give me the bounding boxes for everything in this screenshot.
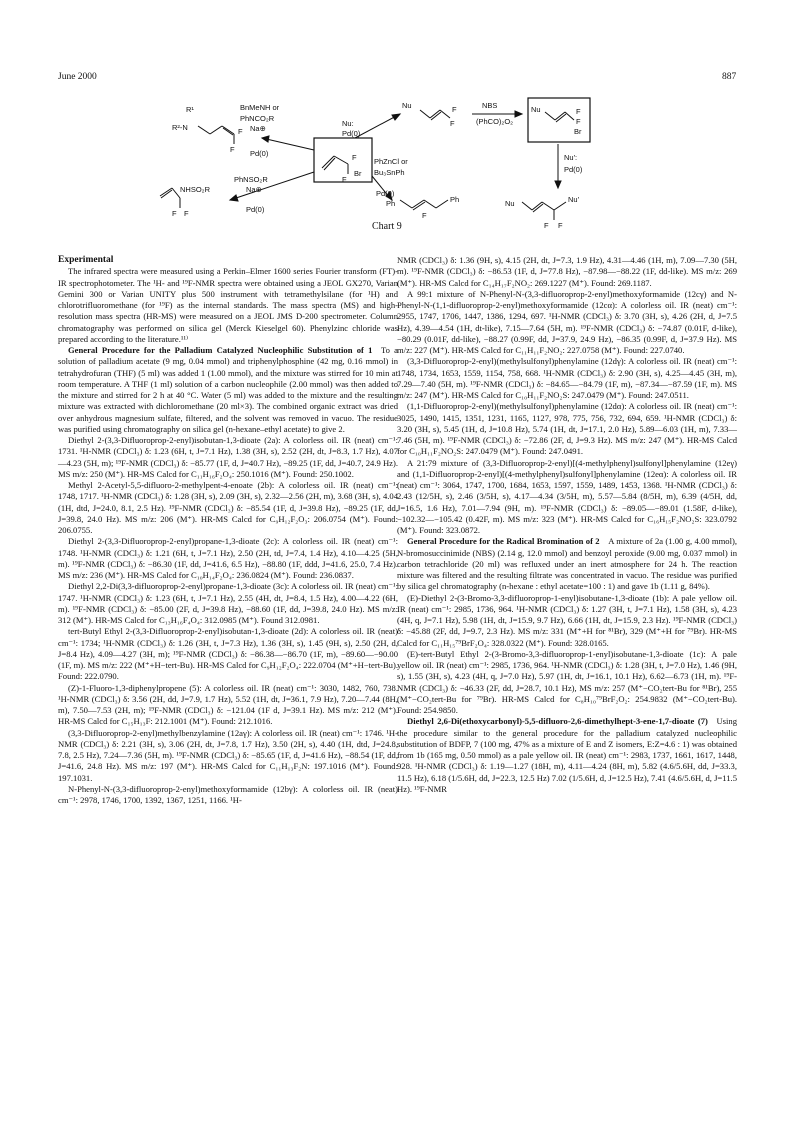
bond xyxy=(400,200,412,208)
label-reagent-bu3sn: Bu₃SnPh xyxy=(374,168,405,177)
paragraph xyxy=(397,716,737,795)
paragraph-text: A mixture of 2a (1.00 g, 4.00 mmol), N-bromosuccinimide (NBS) (2.14 g, 12.0 mmol) and benzoyl peroxide (9.00 mg, 0.037 mmol) in carbon tetrachloride (20 ml) was refluxed under an inert atmosphere for 24 h. The reaction mixture was filtered and the resulting filtrate was concentrated in vacuo. The residue was purified by silica gel chromatography (n-hexane : ethyl acetate=100 : 1) and gave 1b (1.11 g, 84%). xyxy=(397,536,737,592)
arrowhead xyxy=(262,136,269,142)
label-f: F xyxy=(450,119,455,128)
paragraph-text: (E)-Diethyl 2-(3-Bromo-3,3-difluoroprop-1-enyl)isobutane-1,3-dioate (1b): A pale yellow oil. IR (neat) cm⁻¹: 2985, 1736, 964. ¹H-NMR (CDCl₃) δ: 1.27 (3H, t, J=7.1 Hz), 1.58 (3H, s), 4.23 (4H, q, J=7.1 Hz), 5.98 (1H, dt, J=15.9, 9.7 Hz), 6.66 (1H, dt, J=15.9, 2.3 Hz). ¹⁹F-NMR (CDCl₃) δ: −45.88 (2F, dd, J=9.7, 2.3 Hz). MS m/z: 331 (M⁺+H for ⁸¹Br), 329 (M⁺+H for ⁷⁹Br). HR-MS Calcd for C₁₁H₁₅⁷⁹BrF₂O₄: 328.0322 (M⁺). Found: 328.0165. xyxy=(397,592,737,648)
paragraph xyxy=(58,581,398,626)
label-f: F xyxy=(544,221,549,230)
paragraph xyxy=(397,458,737,537)
label-f: F xyxy=(172,209,177,218)
label-reagent-na: Na⊕ xyxy=(246,185,262,194)
paragraph-text: Methyl 2-Acetyl-5,5-difluoro-2-methylpent-4-enoate (2b): A colorless oil. IR (neat) cm⁻¹: 1748, 1717. ¹H-NMR (CDCl₃) δ: 1.28 (3H, s), 2.09 (3H, s), 2.32—2.56 (2H, m), 3.68 (3H, s), 4.04 (1H, dtd, J=24.0, 8.1, 2.5 Hz). ¹⁹F-NMR (CDCl₃) δ: −85.54 (1F, d, J=39.8 Hz), −89.25 (1F, dd, J=39.8, 24.0 Hz). MS m/z: 206 (M⁺). HR-MS Calcd for C₉H₁₂F₂O₃: 206.0754 (M⁺). Found: 206.0755. xyxy=(58,480,398,535)
label-nu-prime: Nu' xyxy=(568,195,580,204)
label-reagent-pd0: Pd(0) xyxy=(376,189,395,198)
paragraph xyxy=(397,593,737,649)
arrow xyxy=(262,138,314,150)
label-f: F xyxy=(452,105,457,114)
paragraph xyxy=(58,784,398,807)
page-number: 887 xyxy=(722,72,737,82)
bond xyxy=(198,126,210,134)
label-reagent-phzn: PhZnCl or xyxy=(374,157,408,166)
section-heading: Experimental xyxy=(58,255,114,265)
label-f: F xyxy=(352,153,357,162)
label-reagent-amide: BnMeNH or xyxy=(240,103,280,112)
paragraph-text: Diethyl 2,2-Di(3,3-difluoroprop-2-enyl)propane-1,3-dioate (3c): A colorless oil. IR (neat) cm⁻¹: 1747. ¹H-NMR (CDCl₃) δ: 1.23 (6H, t, J=7.1 Hz), 2.55 (4H, dt, J=8.4, 1.5 Hz), 4.00—4.22 (6H, m). ¹⁹F-NMR (CDCl₃) δ: −85.00 (2F, d, J=39.8 Hz), −88.60 (1F, dd, J=39.8, 24.0 Hz). MS m/z: 312 (M⁺). HR-MS Calcd for C₁₃H₁₆F₄O₄: 312.0985 (M⁺). Found 312.0981. xyxy=(58,581,398,625)
label-reagent-nu-prime: Nu': xyxy=(564,153,578,162)
arrowhead xyxy=(555,181,561,188)
label-f: F xyxy=(342,175,347,184)
right-column xyxy=(397,255,737,795)
paragraph-text: Diethyl 2-(3,3-Difluoroprop-2-enyl)isobutan-1,3-dioate (2a): A colorless oil. IR (neat) cm⁻¹: 1731. ¹H-NMR (CDCl₃) δ: 1.23 (6H, t, J=7.1 Hz), 1.38 (3H, s), 2.52 (2H, dt, J=8.3, 1.7 Hz), 4.07—4.23 (5H, m); ¹⁹F-NMR (CDCl₃) δ: −85.77 (1F, d, J=40.7 Hz), −89.25 (1F, dd, J=40.7, 24.9 Hz). MS m/z: 250 (M⁺). HR-MS Calcd for C₁₁H₁₆F₂O₄: 250.1016 (M⁺). Found: 250.1002. xyxy=(58,435,398,479)
paragraph xyxy=(58,480,398,536)
paragraph xyxy=(58,345,398,435)
bond xyxy=(420,110,430,118)
bond xyxy=(223,128,233,135)
bond xyxy=(222,126,234,134)
paragraph xyxy=(397,401,737,457)
paragraph-text: To a solution of palladium acetate (9 mg, 0.04 mmol) and triphenylphosphine (42 mg, 0.16 mmol) in tetrahydrofuran (THF) (5 ml) was added 1 (1.00 mmol), and the mixture was stirred for 10 min at room temperature. A THF (1 ml) solution of a carbon nucleophile (2.00 mmol) was then added to the mixture and stirred for 2 h at 40 °C. Water (5 ml) was added to the mixture and the resulting mixture was extracted with dichloromethane (20 ml×3). The combined organic extract was dried over anhydrous magnesium sulfate, filtered, and the solvent was removed in vacuo. The residue was purified using chromatography on silica gel (n-hexane–ethyl acetate) to give 2. xyxy=(58,345,398,434)
bond xyxy=(522,202,532,210)
arrowhead xyxy=(230,195,238,201)
paragraph xyxy=(397,255,737,289)
scheme-caption: Chart 9 xyxy=(372,221,402,232)
label-f: F xyxy=(576,107,581,116)
paragraph xyxy=(397,356,737,401)
bond xyxy=(424,200,436,208)
paragraph xyxy=(58,266,398,345)
paragraph xyxy=(58,728,398,784)
paragraph xyxy=(58,626,398,682)
label-nhso2r: NHSO₂R xyxy=(180,185,210,194)
paragraph-text: tert-Butyl Ethyl 2-(3,3-Difluoroprop-2-enyl)isobutan-1,3-dioate (2d): A colorless oil. IR (neat) cm⁻¹: 1734; ¹H-NMR (CDCl₃) δ: 1.26 (3H, t, J=7.3 Hz), 1.36 (3H, s), 1.45 (9H, s), 2.50 (2H, d, J=8.4 Hz), 4.09—4.27 (3H, m); ¹⁹F-NMR (CDCl₃) δ: −86.38—−86.70 (1F, m), −89.60—−90.00 (1F, m). MS m/z: 222 (M⁺+H−tert-Bu). HR-MS Calcd for C₉H₁₂F₂O₄: 222.0704 (M⁺+H−tert-Bu). Found: 222.0790. xyxy=(58,626,398,682)
label-reagent-sulfonyl: PhNSO₂R xyxy=(234,175,268,184)
label-nu: Nu xyxy=(531,105,541,114)
paragraph xyxy=(397,649,737,717)
paragraph-text: (3,3-Difluoroprop-2-enyl)methylbenzylamine (12aγ): A colorless oil. IR (neat) cm⁻¹: 1746. ¹H-NMR (CDCl₃) δ: 2.21 (3H, s), 3.06 (2H, dt, J=7.8, 1.7 Hz), 3.50 (2H, s), 4.40 (1H, dtd, J=24.8, 7.8, 2.5 Hz), 7.24—7.36 (5H, m). ¹⁹F-NMR (CDCl₃) δ: −85.65 (1F, d, J=41.6 Hz), −88.54 (1F, dd, J=41.6, 24.8 Hz). MS m/z: 197 (M⁺). HR-MS Calcd for C₁₁H₁₃F₂N: 197.1016 (M⁺). Found: 197.1031. xyxy=(58,727,398,783)
running-date: June 2000 xyxy=(58,72,97,82)
bond xyxy=(542,202,554,210)
paragraph-text: Diethyl 2-(3,3-Difluoroprop-2-enyl)propane-1,3-dioate (2c): A colorless oil. IR (neat) cm⁻¹: 1748. ¹H-NMR (CDCl₃) δ: 1.21 (6H, t, J=7.1 Hz), 2.50 (2H, td, J=7.4, 1.4 Hz), 4.10—4.25 (5H, m). ¹⁹F-NMR (CDCl₃) δ: −86.30 (1F, dd, J=41.6, 6.5 Hz), −88.80 (1F, ddd, J=41.6, 25.0, 7.4 Hz). MS m/z: 236 (M⁺). HR-MS Calcd for C₁₀H₁₄F₂O₄: 236.0824 (M⁺). Found: 236.0837. xyxy=(58,536,398,580)
label-f: F xyxy=(576,117,581,126)
arrowhead xyxy=(392,114,400,120)
paragraph-lead: General Procedure for the Radical Bromination of 2 xyxy=(407,536,600,547)
label-nu: Nu xyxy=(505,199,515,208)
bond xyxy=(172,188,180,198)
paragraph-text: (1,1-Difluoroprop-2-enyl)(methylsulfonyl)phenylamine (12dα): A colorless oil. IR (neat) cm⁻¹: 3025, 1490, 1415, 1351, 1231, 1165, 1127, 978, 775, 756, 732, 694, 659. ¹H-NMR (CDCl₃) δ: 3.20 (3H, s), 5.45 (1H, d, J=10.8 Hz), 5.74 (1H, dt, J=17.1, 2.0 Hz), 5.89—6.03 (1H, m), 7.33—7.46 (5H, m). ¹⁹F-NMR (CDCl₃) δ: −72.86 (2F, d, J=9.3 Hz). MS m/z: 247 (M⁺). HR-MS Calcd for C₁₀H₁₁F₂NO₂S: 247.0479 (M⁺). Found: 247.0491. xyxy=(397,401,737,457)
label-reagent-amide2: PhNCO₂R xyxy=(240,114,275,123)
reaction-scheme xyxy=(150,90,650,240)
label-reagent-pd0: Pd(0) xyxy=(246,205,265,214)
paragraph xyxy=(58,536,398,581)
label-reagent-nu: Nu: xyxy=(342,119,354,128)
paragraph xyxy=(397,536,737,592)
label-reagent-pd0: Pd(0) xyxy=(250,149,269,158)
paragraph-text: (3,3-Difluoroprop-2-enyl)(methylsulfonyl)phenylamine (12dγ): A colorless oil. IR (neat) cm⁻¹: 1748, 1734, 1653, 1559, 1154, 758, 668. ¹H-NMR (CDCl₃) δ: 2.90 (3H, s), 4.25—4.45 (3H, m), 7.29—7.40 (5H, m). ¹⁹F-NMR (CDCl₃) δ: −84.65—−84.79 (1F, m), −87.34—−87.59 (1F, m). MS m/z: 247 (M⁺). HR-MS Calcd for C₁₀H₁₁F₂NO₂S: 247.0479 (M⁺). Found: 247.0511. xyxy=(397,356,737,400)
bond xyxy=(334,156,348,164)
label-br: Br xyxy=(574,127,582,136)
bond xyxy=(210,126,222,134)
label-ph: Ph xyxy=(386,199,396,208)
label-f: F xyxy=(184,209,189,218)
paragraph-text: N-Phenyl-N-(3,3-difluoroprop-2-enyl)methoxyformamide (12bγ): A colorless oil. IR (neat) cm⁻¹: 2978, 1746, 1700, 1392, 1367, 1251, 1166. ¹H- xyxy=(58,783,398,805)
label-reagent-pd0: Pd(0) xyxy=(564,165,583,174)
paragraph xyxy=(58,435,398,480)
paragraph-text: (E)-tert-Butyl Ethyl 2-(3-Bromo-3,3-difluoroprop-1-enyl)isobutane-1,3-dioate (1c): A pale yellow oil. IR (neat) cm⁻¹: 2985, 1736, 964. ¹H-NMR (CDCl₃) δ: 1.28 (3H, t, J=7.0 Hz), 1.46 (9H, s), 1.55 (3H, s), 4.23 (4H, q, J=7.0 Hz), 5.97 (1H, dt, J=16.1, 10.1 Hz), 6.62—6.73 (1H, m). ¹⁹F-NMR (CDCl₃) δ: −46.33 (2F, dd, J=28.7, 10.1 Hz), MS m/z: 257 (M⁺−CO₂tert-Bu for ⁸¹Br), 255 (M⁺−CO₂tert-Bu for ⁷⁹Br). HR-MS Calcd for C₈H₁₀⁷⁹BrF₂O₂: 254.9832 (M⁺−CO₂tert-Bu). Found: 254.9850. xyxy=(397,648,737,715)
bond xyxy=(554,202,566,210)
label-nu: Nu xyxy=(402,101,412,110)
label-reagent-benzoyl: (PhCO)₂O₂ xyxy=(476,117,514,126)
label-r2n: R²-N xyxy=(172,123,188,132)
label-f: F xyxy=(422,211,427,220)
label-f: F xyxy=(230,145,235,154)
paragraph-text: (Z)-1-Fluoro-1,3-diphenylpropene (5): A colorless oil. IR (neat) cm⁻¹: 3030, 1482, 760, 738. ¹H-NMR (CDCl₃) δ: 3.56 (2H, dd, J=7.9, 1.7 Hz), 5.52 (1H, dt, J=36.1, 7.9 Hz), 7.20—7.44 (8H, m), 7.50—7.53 (2H, m); ¹⁹F-NMR (CDCl₃) δ: −121.04 (1F d, J=39.1 Hz). MS m/z: 212 (M⁺). HR-MS Calcd for C₁₅H₁₃F: 212.1001 (M⁺). Found: 212.1016. xyxy=(58,682,398,727)
label-reagent-nbs: NBS xyxy=(482,101,498,110)
label-reagent-pd0: Pd(0) xyxy=(342,129,361,138)
bond xyxy=(565,112,574,120)
label-f: F xyxy=(558,221,563,230)
label-ph: Ph xyxy=(450,195,460,204)
paragraph-lead: Diethyl 2,6-Di(ethoxycarbonyl)-5,5-difluoro-2,6-dimethylhept-3-ene-1,7-dioate (7) xyxy=(407,716,708,727)
paragraph xyxy=(58,683,398,728)
paragraph-text: The infrared spectra were measured using a Perkin–Elmer 1600 series Fourier transform (FT)-IR spectrophotometer. The ¹H- and ¹⁹F-NMR spectra were obtained using a JEOL GX270, Varian Gemini 300 or Varian UNITY plus 500 instrument with tetramethylsilane (for ¹H) and chlorotrifluoromethane (for ¹⁹F) as the internal standards. The mass spectra (MS) and high-resolution mass spectra (HR-MS) were measured on a JEOL JMS D-200 spectrometer. Column chromatography was performed on silica gel (Merck Kieselgel 60). Phenylzinc chloride was prepared according to the literature.¹¹⁾ xyxy=(58,266,398,344)
label-reagent-na: Na⊕ xyxy=(250,124,266,133)
paragraph-text: NMR (CDCl₃) δ: 1.36 (9H, s), 4.15 (2H, dt, J=7.3, 1.9 Hz), 4.31—4.46 (1H, m), 7.09—7.30 (5H, m). ¹⁹F-NMR (CDCl₃) δ: −86.53 (1F, d, J=77.8 Hz), −87.98—−88.22 (1F, dd-like). MS m/z: 269 (M⁺). HR-MS Calcd for C₁₄H₁₇F₂NO₂: 269.1227 (M⁺). Found: 269.1187. xyxy=(397,255,737,288)
bond xyxy=(436,200,448,208)
bond xyxy=(440,110,450,118)
left-column xyxy=(58,255,398,806)
label-r1: R¹ xyxy=(186,105,194,114)
paragraph-text: Using the procedure similar to the general procedure for the palladium catalyzed nucleophilic substitution of BDFP, 7 (100 mg, 47% as a mixture of E and Z isomers, E:Z=4.6 : 1) was obtained from 1b (165 mg, 0.50 mmol) as a pale yellow oil. IR (neat) cm⁻¹: 2983, 1737, 1661, 1617, 1448, 928. ¹H-NMR (CDCl₃) δ: 1.19—1.27 (18H, m), 4.11—4.24 (8H, m), 5.82 (4.6/5.6H, dd, J=33.3, 11.5 Hz), 6.18 (1/5.6H, dd, J=22.3, 12.5 Hz) 7.02 (1/5.6H, d, J=12.5 Hz), 7.41 (4.6/5.6H, d, J=11.5 Hz). ¹⁹F-NMR xyxy=(397,716,737,794)
arrowhead xyxy=(515,111,522,117)
paragraph-text: A 21:79 mixture of (3,3-Difluoroprop-2-enyl)[(4-methylphenyl)sulfonyl]phenylamine (12eγ) and (1,1-Difluoroprop-2-enyl)[(4-methylphenyl)sulfonyl]phenylamine (12eα): A colorless oil. IR (neat) cm⁻¹: 3064, 1747, 1700, 1684, 1653, 1597, 1559, 1489, 1453, 1368. ¹H-NMR (CDCl₃) δ: 2.43 (12/5H, s), 2.46 (3/5H, s), 4.17—4.34 (3/5H, m), 5.57—5.84 (8/5H, m), 6.39 (4/5H, dd, J=16.5, 1.6 Hz), 7.01—7.94 (9H, m). ¹⁹F-NMR (CDCl₃) δ: −89.05—−89.01 (1.58F, d-like), −102.32—−105.42 (0.42F, m). MS m/z: 323 (M⁺). HR-MS Calcd for C₁₆H₁₅F₂NO₂S: 323.0792 (M⁺). Found: 323.0872. xyxy=(397,457,737,535)
paragraph xyxy=(397,289,737,357)
paragraph-text: A 99:1 mixture of N-Phenyl-N-(3,3-difluoroprop-2-enyl)methoxyformamide (12cγ) and N-Phenyl-N-(1,1-difluoroprop-2-enyl)methoxyformamide (12cα): A colorless oil. IR (neat) cm⁻¹: 2955, 1747, 1706, 1447, 1386, 1294, 697. ¹H-NMR (CDCl₃) δ: 3.70 (3H, s), 4.26 (2H, d, J=7.5 Hz), 4.39—4.54 (1H, dt-like), 7.15—7.64 (5H, m). ¹⁹F-NMR (CDCl₃) δ: −74.87 (0.01F, d-like), −80.29 (0.01F, dd-like), −88.27 (0.99F, dd, J=37.9, 24.9 Hz), −86.35 (0.99F, d, J=37.9 Hz). MS m/z: 227 (M⁺). HR-MS Calcd for C₁₁H₁₁F₂NO₂: 227.0758 (M⁺). Found: 227.0740. xyxy=(397,288,737,355)
label-f: F xyxy=(238,127,243,136)
bond xyxy=(545,112,555,120)
label-br: Br xyxy=(354,169,362,178)
paragraph-lead: General Procedure for the Palladium Catalyzed Nucleophilic Substitution of 1 xyxy=(68,345,373,355)
